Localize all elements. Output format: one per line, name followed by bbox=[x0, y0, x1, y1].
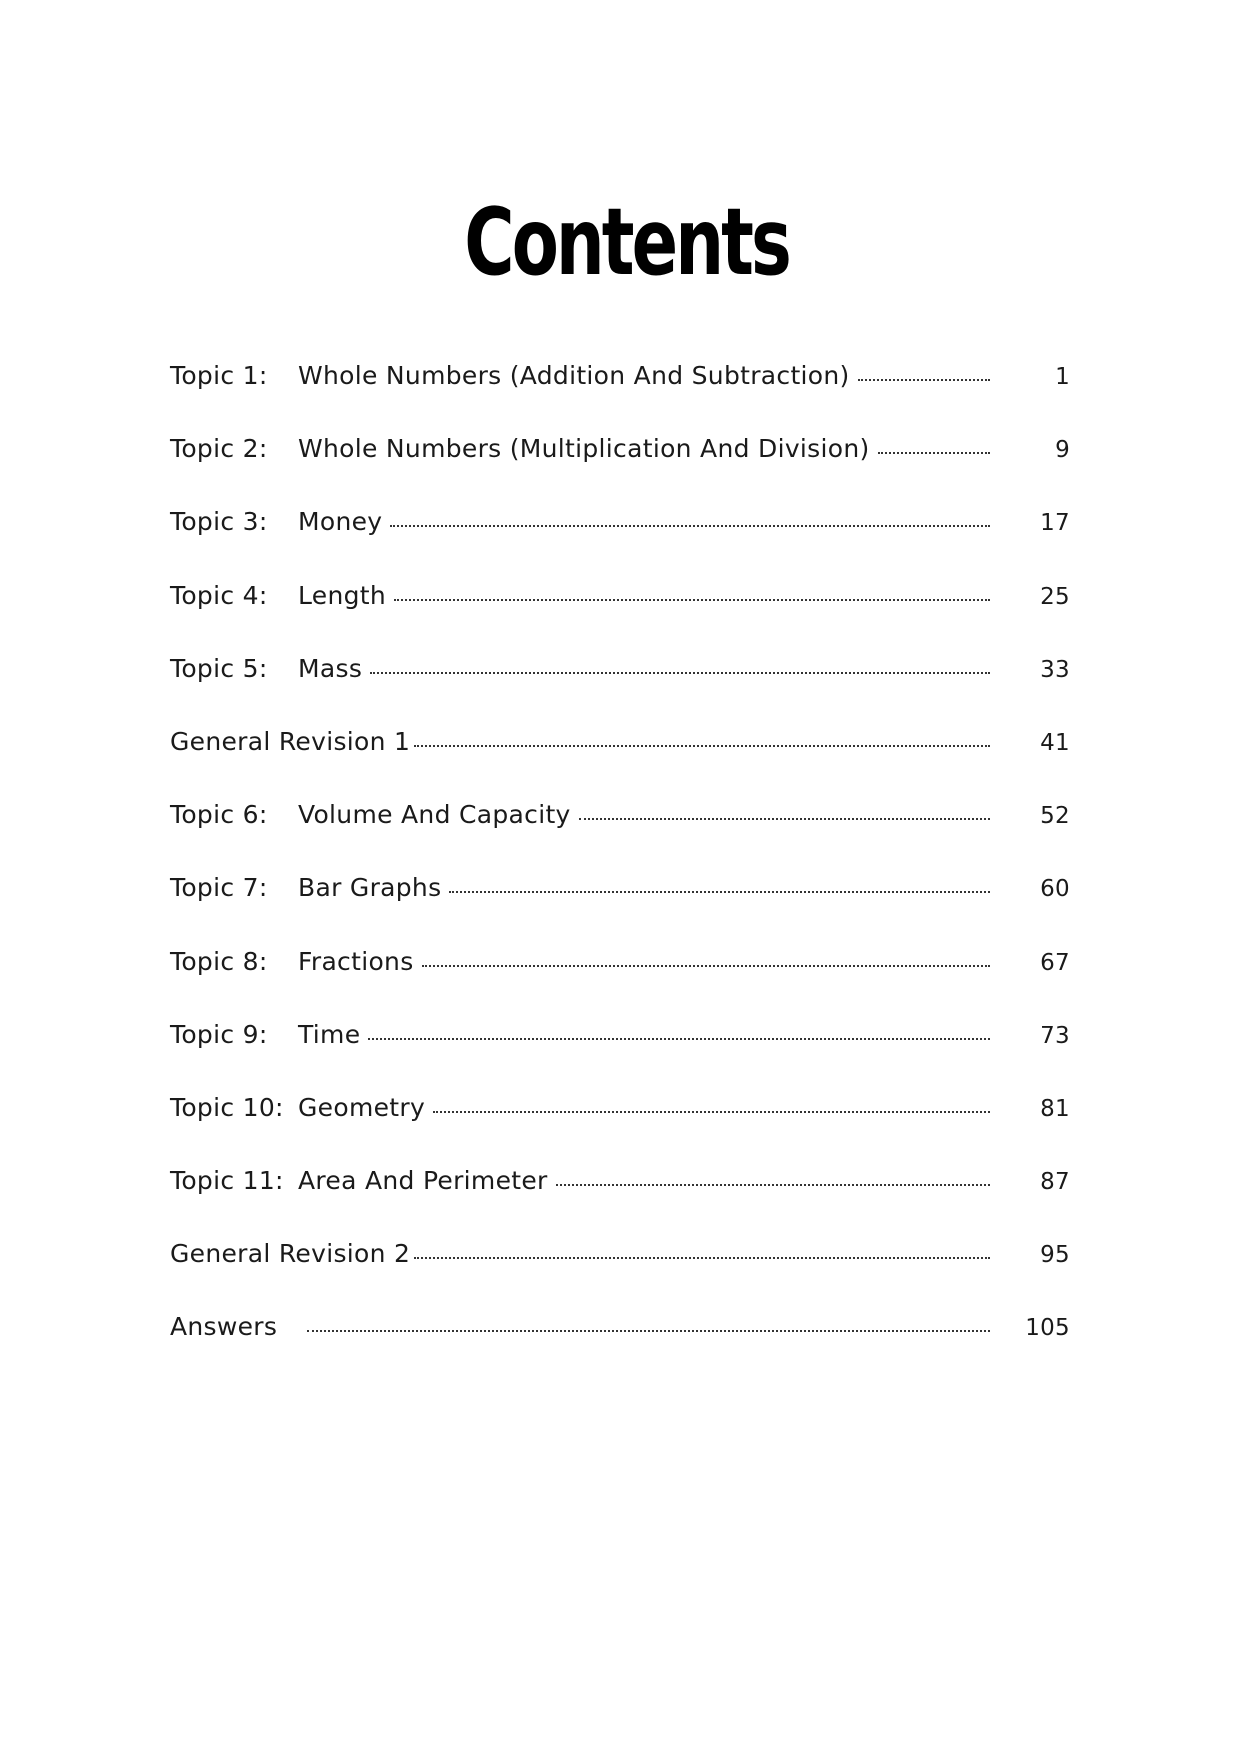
toc-page-number: 33 bbox=[1040, 656, 1070, 683]
toc-page-number: 1 bbox=[1055, 364, 1070, 390]
toc-topic-name: Mass bbox=[298, 653, 363, 683]
dot-leader bbox=[307, 1330, 990, 1332]
toc-page-number: 67 bbox=[1040, 949, 1070, 976]
toc-page-number: 95 bbox=[1040, 1242, 1070, 1269]
toc-page-number: 41 bbox=[1040, 729, 1070, 756]
dot-leader bbox=[414, 1257, 990, 1259]
toc-topic-number: Topic 4: bbox=[170, 580, 268, 610]
toc-topic-name: Area And Perimeter bbox=[298, 1166, 548, 1196]
toc-topic-name: Fractions bbox=[298, 946, 414, 976]
toc-section-name: General Revision 2 bbox=[170, 1239, 411, 1269]
dot-leader bbox=[579, 818, 990, 820]
toc-topic-name: Whole Numbers (Addition And Subtraction) bbox=[298, 361, 850, 390]
toc-topic-name: Volume And Capacity bbox=[298, 800, 571, 830]
toc-topic-number: Topic 9: bbox=[170, 1019, 268, 1049]
dot-leader bbox=[370, 672, 990, 674]
toc-entry-topic-1[interactable] bbox=[170, 361, 1070, 434]
toc-entry-answers[interactable] bbox=[170, 1312, 1070, 1385]
toc-page-number: 105 bbox=[1025, 1315, 1070, 1342]
toc-topic-number: Topic 1: bbox=[170, 361, 268, 390]
toc-page-number: 73 bbox=[1040, 1022, 1070, 1049]
page-title: Contents bbox=[464, 188, 789, 297]
toc-topic-number: Topic 7: bbox=[170, 873, 268, 903]
toc-page-number: 87 bbox=[1040, 1169, 1070, 1196]
toc-entry-topic-8[interactable] bbox=[170, 947, 1070, 1020]
dot-leader bbox=[368, 1038, 990, 1040]
toc-entry-topic-5[interactable] bbox=[170, 654, 1070, 727]
dot-leader bbox=[394, 599, 990, 601]
toc-entry-topic-7[interactable] bbox=[170, 873, 1070, 946]
toc-topic-number: Topic 10: bbox=[170, 1092, 284, 1122]
toc-topic-number: Topic 2: bbox=[170, 434, 268, 464]
dot-leader bbox=[858, 379, 990, 381]
toc-topic-number: Topic 11: bbox=[170, 1166, 284, 1196]
dot-leader bbox=[414, 745, 990, 747]
toc-entry-topic-6[interactable] bbox=[170, 800, 1070, 873]
toc-entry-topic-9[interactable] bbox=[170, 1020, 1070, 1093]
toc-page-number: 17 bbox=[1040, 510, 1070, 537]
toc-entry-general-revision-1[interactable] bbox=[170, 727, 1070, 800]
toc-topic-name: Whole Numbers (Multiplication And Division) bbox=[298, 434, 870, 464]
toc-page-number: 9 bbox=[1055, 437, 1070, 464]
dot-leader bbox=[556, 1184, 990, 1186]
toc-entry-topic-4[interactable] bbox=[170, 581, 1070, 654]
toc-topic-number: Topic 3: bbox=[170, 507, 268, 537]
toc-entry-general-revision-2[interactable] bbox=[170, 1239, 1070, 1312]
dot-leader bbox=[422, 965, 990, 967]
dot-leader bbox=[878, 452, 990, 454]
toc-topic-name: Money bbox=[298, 507, 383, 537]
toc-entry-topic-10[interactable] bbox=[170, 1093, 1070, 1166]
toc-entry-topic-3[interactable] bbox=[170, 507, 1070, 580]
table-of-contents bbox=[170, 361, 1070, 1386]
toc-topic-number: Topic 8: bbox=[170, 946, 268, 976]
toc-page-number: 81 bbox=[1040, 1095, 1070, 1122]
toc-topic-name: Time bbox=[298, 1019, 361, 1049]
toc-entry-topic-2[interactable] bbox=[170, 434, 1070, 507]
toc-topic-name: Geometry bbox=[298, 1092, 426, 1122]
toc-topic-name: Bar Graphs bbox=[298, 873, 442, 903]
toc-section-name: Answers bbox=[170, 1312, 278, 1342]
toc-entry-topic-11[interactable] bbox=[170, 1166, 1070, 1239]
dot-leader bbox=[449, 891, 990, 893]
page-title-container bbox=[0, 188, 1241, 297]
dot-leader bbox=[433, 1111, 990, 1113]
toc-section-name: General Revision 1 bbox=[170, 726, 411, 756]
toc-topic-number: Topic 5: bbox=[170, 653, 268, 683]
toc-topic-name: Length bbox=[298, 580, 387, 610]
toc-page-number: 25 bbox=[1040, 583, 1070, 610]
toc-page-number: 60 bbox=[1040, 876, 1070, 903]
toc-page-number: 52 bbox=[1040, 803, 1070, 830]
dot-leader bbox=[390, 525, 990, 527]
toc-topic-number: Topic 6: bbox=[170, 800, 268, 830]
